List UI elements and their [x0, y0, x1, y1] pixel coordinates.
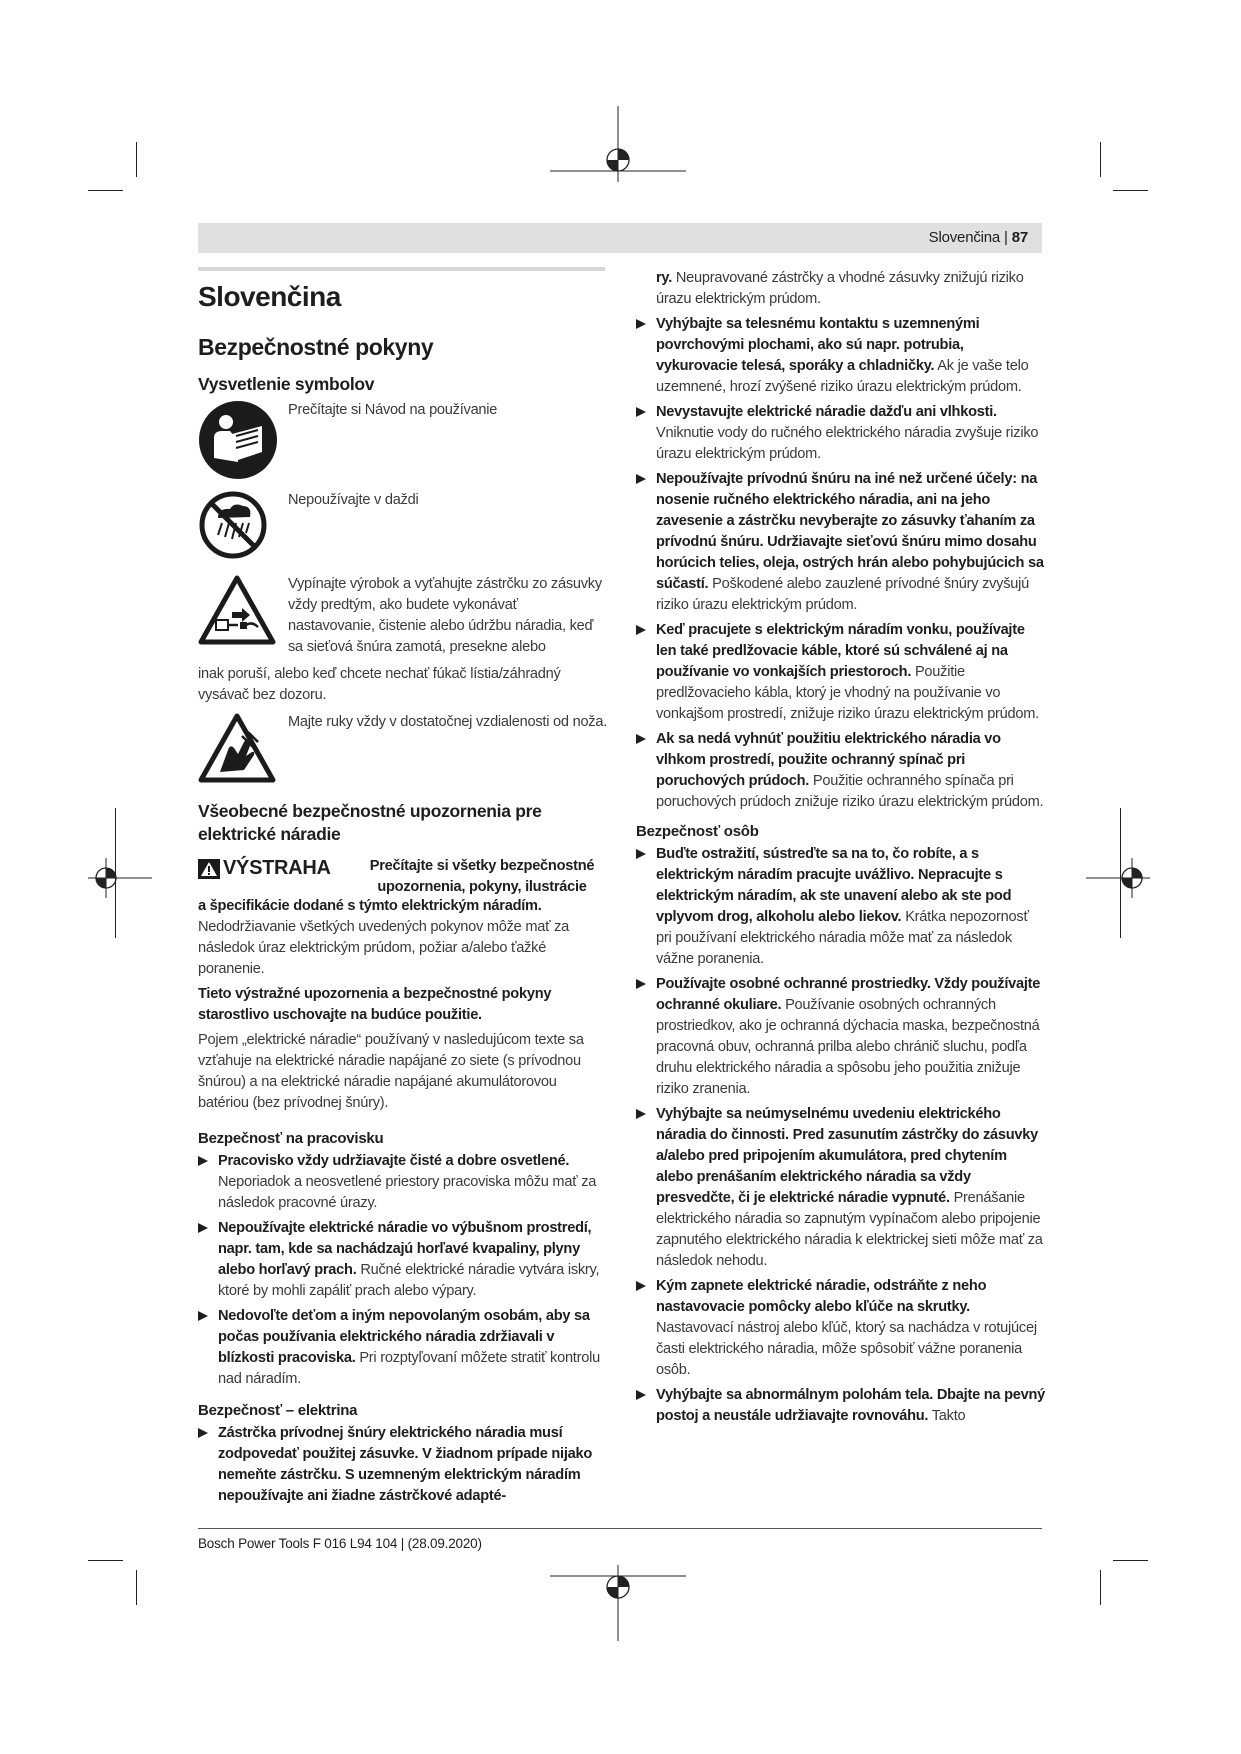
- item-bold: Nedovoľte deťom a iným nepovolaným osobám, aby sa počas používania elektrického náradia zdržiavali v blízkosti pracoviska.: [218, 1308, 590, 1366]
- warning-label: [198, 858, 331, 879]
- symbol-entry: [198, 574, 608, 658]
- keep-instructions: Tieto výstražné upozornenia a bezpečnostné pokyny starostlivo uschovajte na budúce použitie.: [198, 986, 552, 1023]
- left-column: [198, 272, 608, 1511]
- bullet-arrow-icon: [198, 1428, 208, 1438]
- bullet-arrow-icon: [636, 1390, 646, 1400]
- list-item: [198, 1151, 608, 1214]
- page-footer: Bosch Power Tools F 016 L94 104 | (28.09.2020): [198, 1536, 482, 1551]
- bullet-arrow-icon: [198, 1311, 208, 1321]
- crop-mark: [1100, 1570, 1101, 1605]
- workplace-safety-list: [198, 1151, 608, 1390]
- registration-target-icon: [1086, 858, 1150, 898]
- page-header: [198, 223, 1042, 253]
- item-text: Použitie predlžovacieho kábla, ktorý je vhodný na používanie vo vonkajšom prostredí, znižuje riziko úrazu elektrickým prúdom.: [656, 664, 1039, 722]
- list-item: [636, 469, 1046, 616]
- title-rule: [198, 267, 605, 271]
- list-item: [636, 402, 1046, 465]
- bullet-arrow-icon: [198, 1223, 208, 1233]
- symbol-entry: [198, 712, 608, 794]
- general-warnings-heading: Všeobecné bezpečnostné upozornenia pre elektrické náradie: [198, 801, 542, 844]
- continued-bold: ry.: [656, 270, 673, 286]
- list-item: [636, 729, 1046, 813]
- read-manual-icon: [198, 400, 278, 480]
- no-rain-icon: [198, 490, 268, 560]
- list-item: [198, 1218, 608, 1302]
- item-bold: Používajte osobné ochranné prostriedky. Vždy používajte ochranné okuliare.: [656, 976, 1041, 1013]
- list-item: [198, 1423, 608, 1507]
- bullet-arrow-icon: [636, 474, 646, 484]
- electrical-safety-list-continued: [636, 314, 1046, 813]
- crop-mark: [1100, 142, 1101, 177]
- symbol-text: Prečítajte si Návod na používanie: [288, 402, 498, 418]
- item-text: Takto: [931, 1408, 966, 1424]
- bullet-arrow-icon: [636, 625, 646, 635]
- header-separator: |: [1000, 229, 1012, 246]
- registration-target-icon: [550, 1565, 686, 1641]
- crop-mark: [1113, 1560, 1148, 1561]
- crop-mark: [1113, 190, 1148, 191]
- crop-mark: [136, 1570, 137, 1605]
- personal-safety-list: [636, 844, 1046, 1427]
- item-bold: Vyhýbajte sa abnormálnym polohám tela. Dbajte na pevný postoj a neustále udržiavajte rovnováhu.: [656, 1387, 1046, 1424]
- item-bold: Vyhýbajte sa telesnému kontaktu s uzemnenými povrchovými plochami, ako sú napr. potrubia, vykurovacie telesá, sporáky a chladničky.: [656, 316, 980, 374]
- item-bold: Nevystavujte elektrické náradie dažďu ani vlhkosti.: [656, 404, 997, 420]
- list-item: [198, 1306, 608, 1390]
- item-text: Neporiadok a neosvetlené priestory pracoviska môžu mať za následok pracovné úrazy.: [218, 1174, 597, 1211]
- list-item: [636, 620, 1046, 725]
- item-bold: Kým zapnete elektrické náradie, odstráňte z neho nastavovacie pomôcky alebo kľúče na skrutky.: [656, 1278, 987, 1315]
- item-bold: Buďte ostražití, sústreďte sa na to, čo robíte, a s elektrickým náradím pracujte uvážlivo. Nepracujte s elektrickým náradím, ak ste unavení alebo ak ste pod vplyvom drog, alkoholu alebo liekov.: [656, 846, 1012, 925]
- page-title: Slovenčina: [198, 281, 341, 312]
- bullet-arrow-icon: [636, 1109, 646, 1119]
- item-text: Vniknutie vody do ručného elektrického náradia zvyšuje riziko úrazu elektrickým prúdom.: [656, 425, 1039, 462]
- item-bold: Nepoužívajte prívodnú šnúru na iné než určené účely: na nosenie ručného elektrického náradia, ani na jeho zavesenie a zástrčku nevyberajte zo zásuvky ťahaním za prívodnú šnúru. Udržiavajte sieťovú šnúru mimo dosahu horúcich telies, oleja, ostrých hrán alebo pohybujúcich sa súčastí.: [656, 471, 1044, 592]
- term-definition: Pojem „elektrické náradie“ používaný v nasledujúcom texte sa vzťahuje na elektrické náradie napájané zo siete (s prívodnou šnúrou) a na elektrické náradie napájané akumulátorovou batériou (bez prívodnej šnúry).: [198, 1032, 584, 1111]
- page-number: 87: [1011, 229, 1028, 246]
- personal-safety-heading: Bezpečnosť osôb: [636, 823, 759, 840]
- item-text: Poškodené alebo zauzlené prívodné šnúry zvyšujú riziko úrazu elektrickým prúdom.: [656, 576, 1029, 613]
- electrical-safety-heading: Bezpečnosť – elektrina: [198, 1402, 358, 1419]
- crop-mark: [88, 1560, 123, 1561]
- list-item: [636, 1104, 1046, 1272]
- registration-target-icon: [88, 858, 152, 898]
- item-bold: Keď pracujete s elektrickým náradím vonku, používajte len také predlžovacie káble, ktoré sú schválené aj na používanie vo vonkajších priestoroch.: [656, 622, 1025, 680]
- bullet-arrow-icon: [636, 734, 646, 744]
- bullet-arrow-icon: [636, 407, 646, 417]
- item-text: Ak je vaše telo uzemnené, hrozí zvýšené riziko úrazu elektrickým prúdom.: [656, 358, 1029, 395]
- header-section: Slovenčina: [928, 229, 1001, 246]
- footer-rule: [198, 1528, 1042, 1529]
- warning-triangle-icon: [198, 859, 220, 879]
- warning-bold-continued: a špecifikácie dodané s týmto elektrickým náradím.: [198, 898, 542, 914]
- item-bold: Vyhýbajte sa neúmyselnému uvedeniu elektrického náradia do činnosti. Pred zasunutím zástrčky do zásuvky a/alebo pred pripojením akumulátora, pred chytením alebo prenášaním elektrického náradia sa vždy presvedčte, či je elektrické náradie vypnuté.: [656, 1106, 1039, 1206]
- list-item: [636, 1385, 1046, 1427]
- registration-target-icon: [550, 106, 686, 182]
- list-item: [636, 974, 1046, 1100]
- bullet-arrow-icon: [636, 979, 646, 989]
- bullet-arrow-icon: [636, 849, 646, 859]
- crop-mark: [88, 190, 123, 191]
- page-header-text: [929, 229, 1028, 246]
- warning-side-text: Prečítajte si všetky bezpečnostné upozornenia, pokyny, ilustrácie: [369, 858, 595, 895]
- item-bold: Pracovisko vždy udržiavajte čisté a dobre osvetlené.: [218, 1153, 570, 1169]
- item-text: Krátka nepozornosť pri používaní elektrického náradia môže mať za následok vážne poranenia.: [656, 909, 1029, 967]
- list-item: [636, 844, 1046, 970]
- bullet-arrow-icon: [198, 1156, 208, 1166]
- continued-text: Neupravované zástrčky a vhodné zásuvky znižujú riziko úrazu elektrickým prúdom.: [656, 270, 1024, 307]
- symbol-text-continued: inak poruší, alebo keď chcete nechať fúkač lístia/záhradný vysávač bez dozoru.: [198, 666, 561, 703]
- continued-paragraph: [656, 268, 1046, 310]
- list-item: [636, 1276, 1046, 1381]
- unplug-warning-icon: [198, 574, 276, 646]
- symbol-text: Nepoužívajte v daždi: [288, 492, 419, 508]
- item-text: Nastavovací nástroj alebo kľúč, ktorý sa nachádza v rotujúcej časti elektrického náradia, môže spôsobiť vážne poranenia osôb.: [656, 1320, 1037, 1378]
- item-text: Prenášanie elektrického náradia so zapnutým vypínačom alebo pripojenie zapnutého elektrického náradia k elektrickej sieti môže mať za následok nehodu.: [656, 1190, 1043, 1269]
- section-title: Bezpečnostné pokyny: [198, 334, 434, 360]
- symbol-text: Majte ruky vždy v dostatočnej vzdialenosti od noža.: [288, 714, 608, 730]
- symbol-entry: [198, 490, 608, 568]
- bullet-arrow-icon: [636, 319, 646, 329]
- electrical-safety-list: [198, 1423, 608, 1507]
- symbols-heading: Vysvetlenie symbolov: [198, 374, 375, 394]
- item-text: Používanie osobných ochranných prostriedkov, ako je ochranná dýchacia maska, bezpečnostná pracovná obuv, ochranná prilba alebo chránič sluchu, podľa druhu elektrického náradia a spôsobu jeho použitia znižuje riziko zranenia.: [656, 997, 1040, 1097]
- bullet-arrow-icon: [636, 1281, 646, 1291]
- item-text: Ručné elektrické náradie vytvára iskry, ktoré by mohli zapáliť prach alebo výpary.: [218, 1262, 600, 1299]
- item-bold: Ak sa nedá vyhnúť použitiu elektrického náradia vo vlhkom prostredí, použite ochranný spínač pri poruchových prúdoch.: [656, 731, 1001, 789]
- item-bold: Nepoužívajte elektrické náradie vo výbušnom prostredí, napr. tam, kde sa nachádzajú horľavé kvapaliny, plyny alebo horľavý prach.: [218, 1220, 592, 1278]
- symbol-text: Vypínajte výrobok a vyťahujte zástrčku zo zásuvky vždy predtým, ako budete vykonávať nastavovanie, čistenie alebo údržbu náradia, keď sa sieťová šnúra zamotá, presekne alebo: [288, 576, 602, 655]
- right-column: [636, 268, 1046, 1431]
- item-text: Pri rozptyľovaní môžete stratiť kontrolu nad náradím.: [218, 1350, 600, 1387]
- warning-label-text: VÝSTRAHA: [223, 857, 331, 879]
- symbol-entry: [198, 400, 608, 484]
- warning-text: Nedodržiavanie všetkých uvedených pokynov môže mať za následok úraz elektrickým prúdom, požiar a/alebo ťažké poranenie.: [198, 919, 570, 977]
- item-text: Použitie ochranného spínača pri poruchových prúdoch znižuje riziko úrazu elektrickým prúdom.: [656, 773, 1044, 810]
- hand-cut-warning-icon: [198, 712, 276, 784]
- warning-block: [198, 856, 608, 896]
- workplace-safety-heading: Bezpečnosť na pracovisku: [198, 1130, 384, 1147]
- crop-mark: [136, 142, 137, 177]
- list-item: [636, 314, 1046, 398]
- item-bold: Zástrčka prívodnej šnúry elektrického náradia musí zodpovedať použitej zásuvke. V žiadnom prípade nijako nemeňte zástrčku. S uzemneným elektrickým náradím nepoužívajte ani žiadne zástrčkové adapté-: [218, 1425, 593, 1504]
